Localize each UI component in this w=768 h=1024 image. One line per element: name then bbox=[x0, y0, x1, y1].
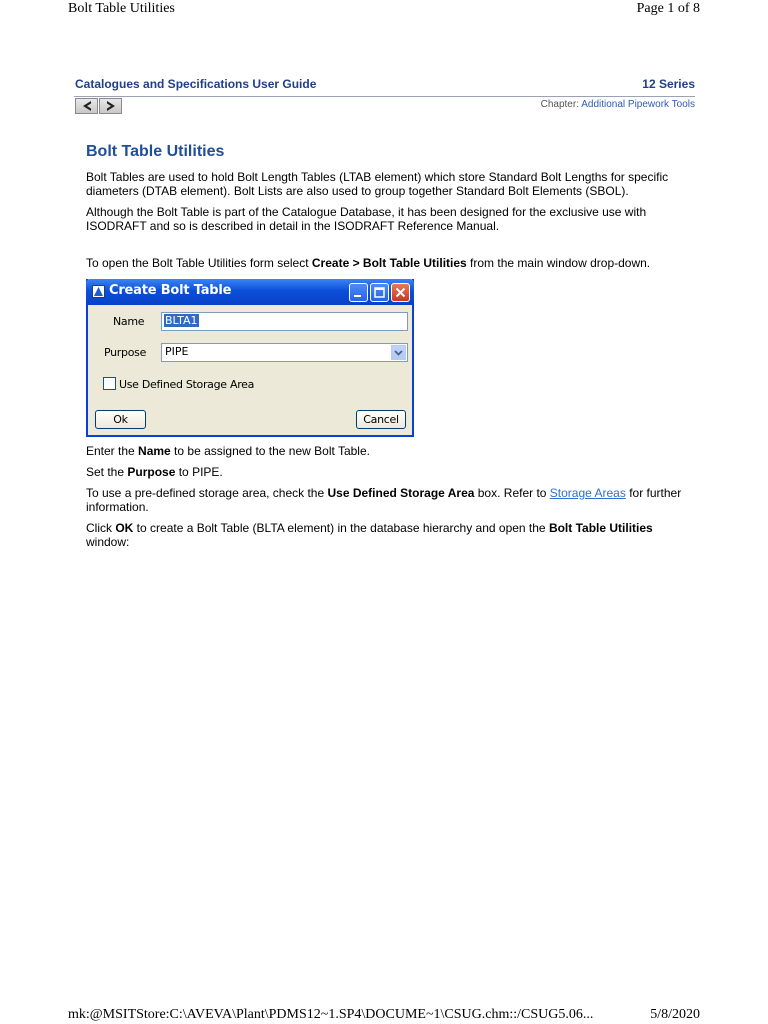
guide-bar bbox=[74, 76, 695, 97]
checkbox-label: Use Defined Storage Area bbox=[119, 378, 255, 391]
guide-series: 12 Series bbox=[642, 77, 695, 91]
nav-buttons bbox=[75, 98, 123, 114]
paragraph-isodraft: Although the Bolt Table is part of the Catalogue Database, it has been designed for the exclusive use with ISODRAFT and so is described in detail in the ISODRAFT Reference Manual. bbox=[86, 205, 647, 233]
maximize-icon bbox=[371, 284, 388, 301]
chapter-link[interactable]: Additional Pipework Tools bbox=[581, 99, 695, 110]
create-bolt-table-dialog bbox=[86, 279, 414, 437]
dialog-titlebar bbox=[86, 279, 414, 305]
forward-button[interactable] bbox=[99, 98, 122, 114]
app-icon bbox=[92, 285, 105, 298]
print-header bbox=[68, 0, 700, 18]
arrow-right-icon bbox=[104, 100, 118, 112]
guide-title: Catalogues and Specifications User Guide bbox=[75, 77, 317, 91]
print-header-page: Page 1 of 8 bbox=[636, 1, 700, 16]
print-footer-date: 5/8/2020 bbox=[650, 1007, 700, 1022]
name-label: Name bbox=[113, 315, 145, 328]
maximize-button[interactable] bbox=[370, 283, 389, 302]
name-input[interactable] bbox=[161, 312, 408, 331]
ok-button[interactable]: Ok bbox=[95, 410, 146, 429]
chevron-down-icon bbox=[392, 346, 405, 359]
dropdown-button[interactable] bbox=[391, 345, 406, 360]
menu-path: Create > Bolt Table Utilities bbox=[311, 256, 467, 270]
paragraph-open-form: To open the Bolt Table Utilities form select Create > Bolt Table Utilities from the main window drop-down. bbox=[86, 256, 651, 270]
step-name: Enter the Name to be assigned to the new Bolt Table. bbox=[86, 444, 370, 458]
use-defined-storage-checkbox[interactable] bbox=[103, 377, 116, 390]
minimize-button[interactable] bbox=[349, 283, 368, 302]
purpose-value: PIPE bbox=[165, 345, 189, 358]
purpose-select[interactable] bbox=[161, 343, 408, 362]
print-footer bbox=[68, 1006, 700, 1024]
cancel-button[interactable]: Cancel bbox=[356, 410, 406, 429]
storage-areas-link[interactable]: Storage Areas bbox=[549, 486, 626, 500]
step-purpose: Set the Purpose to PIPE. bbox=[86, 465, 223, 479]
paragraph-intro: Bolt Tables are used to hold Bolt Length Tables (LTAB element) which store Standard Bolt Lengths for specific diameters (DTAB element). Bolt Lists are also used to group together Standard Bolt Elements (SBOL). bbox=[86, 170, 669, 198]
back-button[interactable] bbox=[75, 98, 98, 114]
close-button[interactable] bbox=[391, 283, 410, 302]
chapter-label: Chapter: bbox=[540, 99, 582, 110]
main-content bbox=[86, 142, 686, 556]
chapter-line bbox=[541, 99, 695, 110]
print-header-title: Bolt Table Utilities bbox=[68, 1, 175, 16]
step-ok: Click OK to create a Bolt Table (BLTA element) in the database hierarchy and open the Bolt Table Utilities window: bbox=[86, 521, 653, 549]
step-storage: To use a pre-defined storage area, check the Use Defined Storage Area box. Refer to Storage Areas for further information. bbox=[86, 486, 682, 514]
arrow-left-icon bbox=[80, 100, 94, 112]
print-footer-path: mk:@MSITStore:C:\AVEVA\Plant\PDMS12~1.SP4\DOCUME~1\CSUG.chm::/CSUG5.06... bbox=[68, 1007, 594, 1022]
dialog-title: Create Bolt Table bbox=[109, 283, 232, 298]
minimize-icon bbox=[350, 284, 367, 301]
purpose-label: Purpose bbox=[104, 346, 147, 359]
name-value: BLTA1 bbox=[165, 314, 198, 327]
close-icon bbox=[392, 284, 409, 301]
page-title: Bolt Table Utilities bbox=[86, 143, 225, 160]
